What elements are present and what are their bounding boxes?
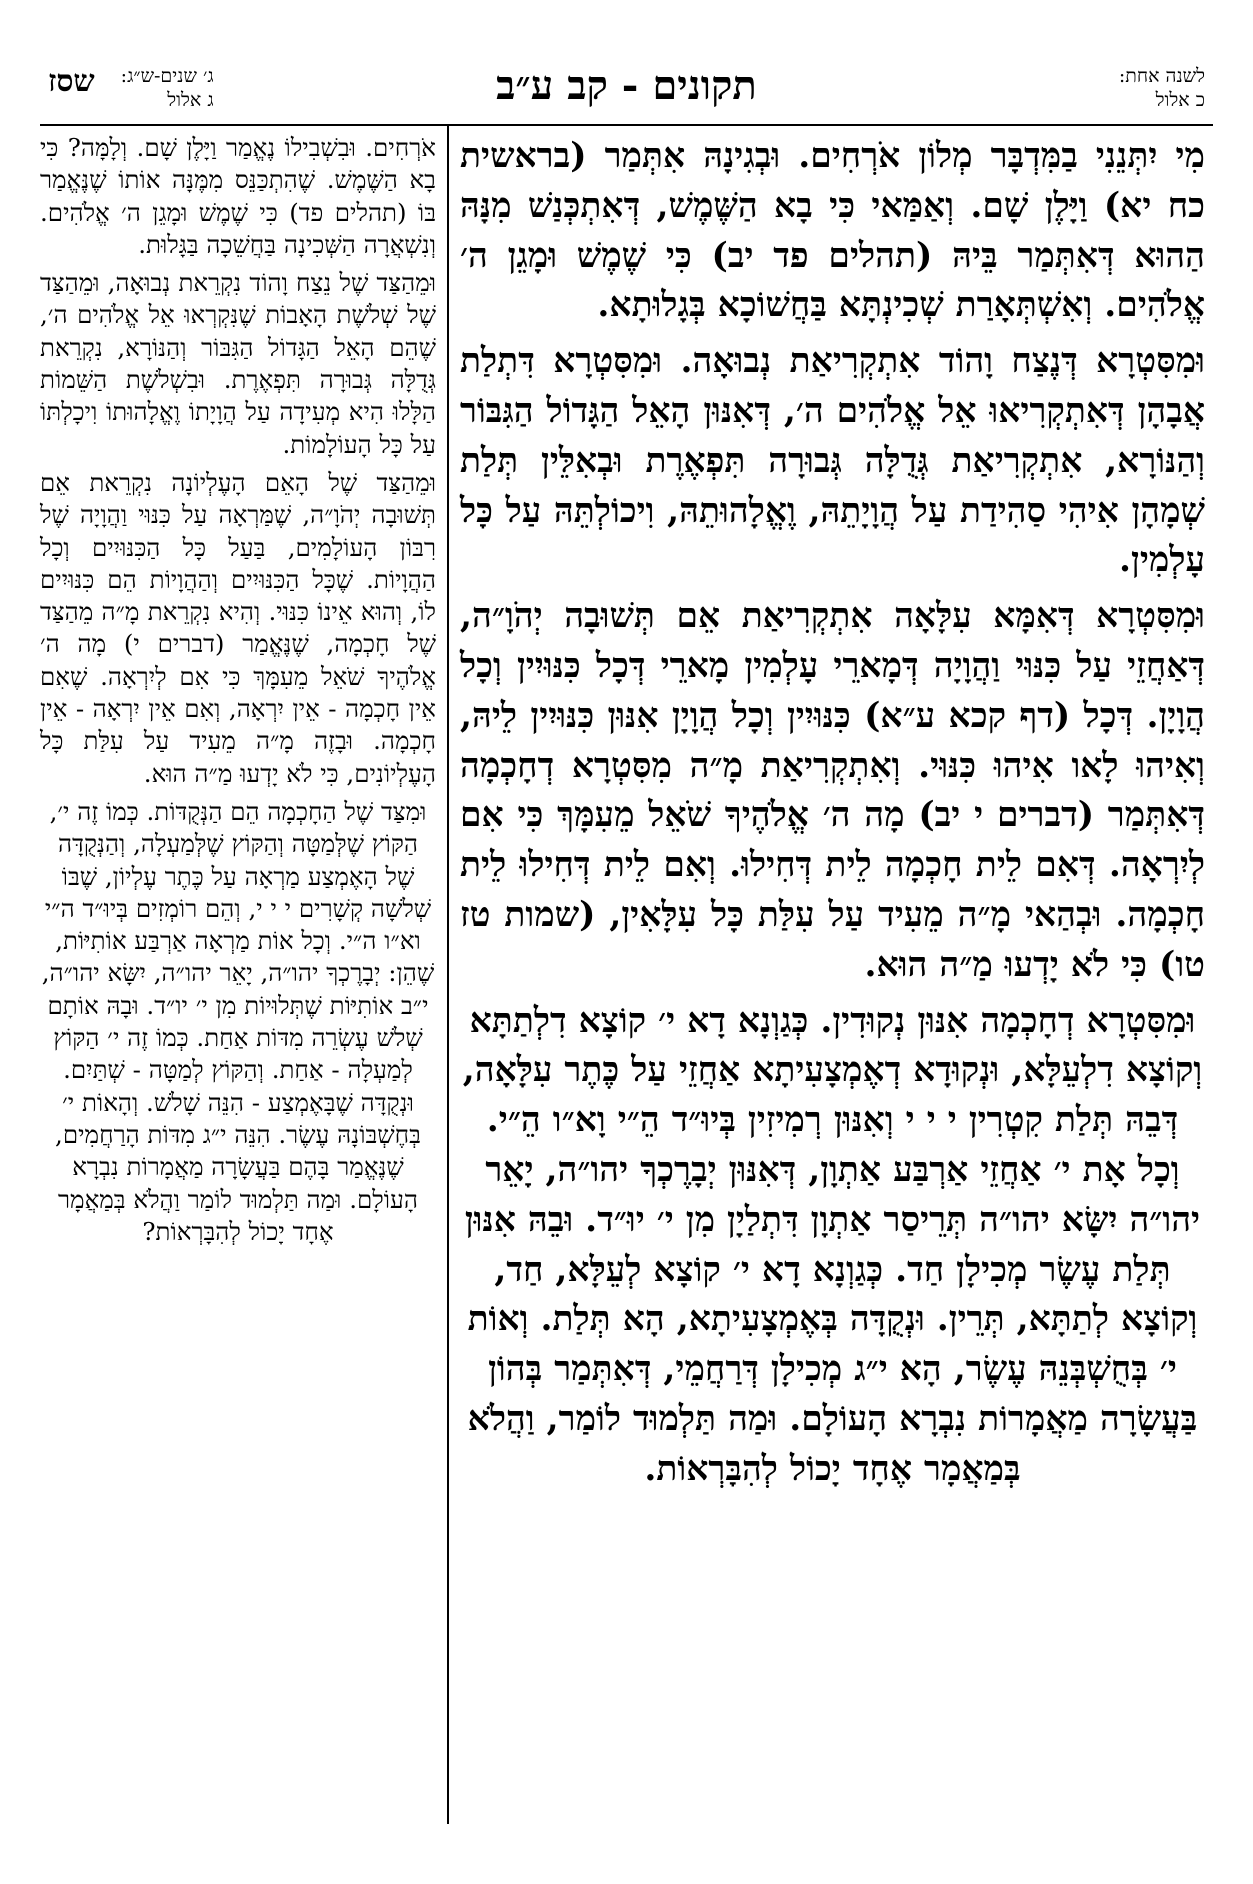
page-title: תקונים - קב ע״ב	[496, 62, 757, 109]
schedule-label: לשנה אחת:	[1118, 65, 1205, 87]
main-text-column	[460, 132, 1205, 1501]
page-header	[40, 60, 1213, 124]
translation-paragraph: וּמֵהַצַּד שֶׁל נֵצַח וָהוֹד נִקְרֵאת נְבוּאָה, וּמֵהַצַּד שֶׁל שְׁלֹשֶׁת הָאָבוֹת שֶׁנִּקְרְאוּ אֵל אֱלֹהִים ה׳, שֶׁהֵם הָאֵל הַגָּדוֹל הַגִּבּוֹר וְהַנּוֹרָא, נִקְרֵאת גְּדֻלָּה גְּבוּרָה תִּפְאֶרֶת. וּבִשְׁלֹשֶׁת הַשֵּׁמוֹת הַלָּלוּ הִיא מְעִידָה עַל הֲוָיָתוֹ וֶאֱלָהוּתוֹ וִיכָלְתּוֹ עַל כָּל הָעוֹלָמוֹת.	[40, 268, 436, 459]
header-divider	[40, 124, 1213, 126]
main-paragraph: וּמִסִּטְרָא דְּאִמָּא עִלָּאָה אִתְקְרִיאַת אֵם תְּשׁוּבָה יְהֹוָ״ה, דְּאַחֲזֵי עַל כִּנּוּי וַהֲוָיָה דְּמָארֵי עָלְמִין מָארֵי דְּכָל כִּנּוּיִין וְכָל הֲוָיָן. דְּכָל (דף קכא ע״א) כִּנּוּיִין וְכָל הֲוָיָן אִנּוּן כִּנּוּיִין לֵיהּ, וְאִיהוּ לָאו אִיהוּ כִּנּוּי. וְאִתְקְרִיאַת מָ״ה מִסִּטְרָא דְחָכְמָה דְּאִתְּמַר (דברים י יב) מָה ה׳ אֱלֹהֶיךָ שֹׁאֵל מֵעִמָּךְ כִּי אִם לְיִרְאָה. דְּאִם לֵית חָכְמָה לֵית דְּחִילוּ. וְאִם לֵית דְּחִילוּ לֵית חָכְמָה. וּבְהַאי מָ״ה מֵעִיד עַל עִלַּת כָּל עִלָּאִין, (שמות טז טו) כִּי לֹא יָדְעוּ מַ״ה הוּא.	[460, 596, 1205, 985]
translation-paragraph: וּמִצַּד שֶׁל הַחָכְמָה הֵם הַנְּקֻדּוֹת. כְּמוֹ זֶה י׳, הַקּוֹץ שֶׁלְּמַטָּה וְהַקּוֹץ שֶׁלְּמַעְלָה, וְהַנְּקֻדָּה שֶׁל הָאֶמְצַע מַרְאָה עַל כֶּתֶר עֶלְיוֹן, שֶׁבּוֹ שְׁלֹשָׁה קְשָׁרִים י י י, וְהֵם רוֹמְזִים בְּיוּ״ד ה״י וא״ו ה״י. וְכָל אוֹת מַרְאָה אַרְבַּע אוֹתִיּוֹת, שֶׁהֵן: יְבָרֶכְךָ יהו״ה, יָאֵר יהו״ה, יִשָּׂא יהו״ה, י״ב אוֹתִיּוֹת שֶׁתְּלוּיוֹת מִן י׳ יו״ד. וּבָהּ אוֹתָם שְׁלֹשׁ עֶשְׂרֵה מִדּוֹת אַחַת. כְּמוֹ זֶה י׳ הַקּוֹץ לְמַעְלָה - אַחַת. וְהַקּוֹץ לְמַטָּה - שְׁתַּיִם. וּנְקֻדָּה שֶׁבָּאֶמְצַע - הִנֵּה שָׁלֹשׁ. וְהָאוֹת י׳ בְּחֶשְׁבּוֹנָהּ עֶשֶׂר. הִנֵּה י״ג מִדּוֹת הָרַחֲמִים, שֶׁנֶּאֱמַר בָּהֶם בַּעֲשָׂרָה מַאֲמָרוֹת נִבְרָא הָעוֹלָם. וּמַה תַּלְמוּד לוֹמַר וַהֲלֹא בְּמַאֲמָר אֶחָד יָכוֹל לְהִבָּרְאוֹת?	[41, 796, 435, 1246]
study-schedule-three-years	[48, 64, 428, 112]
schedule-label: ג׳ שנים-ש״ג:	[120, 65, 214, 87]
column-divider	[447, 124, 449, 1824]
translation-paragraph: אֹרְחִים. וּבִשְׁבִילוֹ נֶאֱמַר וַיָּלֶן שָׁם. וְלָמָּה? כִּי בָא הַשֶּׁמֶשׁ. שֶׁהִתְכַּנֵּס מִמֶּנָּה אוֹתוֹ שֶׁנֶּאֱמַר בּוֹ (תהלים פד) כִּי שֶׁמֶשׁ וּמָגֵן ה׳ אֱלֹהִים. וְנִשְׁאֲרָה הַשְּׁכִינָה בַּחֲשֵׁכָה בַּגָּלוּת.	[40, 133, 436, 259]
page-number: שסז	[48, 64, 95, 99]
main-paragraph: מִי יִתְּנֵנִי בַמִּדְבָּר מְלוֹן אֹרְחִים. וּבְגִינָהּ אִתְּמַר (בראשית כח יא) וַיָּלֶן שָׁם. וְאַמַּאי כִּי בָא הַשֶּׁמֶשׁ, דְּאִתְכְּנַשׁ מִנָּהּ הַהוּא דְּאִתְּמַר בֵּיהּ (תהלים פד יב) כִּי שֶׁמֶשׁ וּמָגֵן ה׳ אֱלֹהִים. וְאִשְׁתְּאָרַת שְׁכִינְתָּא בַּחֲשׁוֹכָא בְּגָלוּתָא.	[460, 136, 1205, 326]
schedule-date: כ אלול	[1155, 89, 1205, 111]
main-paragraph: וּמִסִּטְרָא דְּנֶצַח וָהוֹד אִתְקְרִיאַת נְבוּאָה. וּמִסִּטְרָא דִּתְלַת אֲבָהָן דְּאִתְקְרִיאוּ אֵל אֱלֹהִים ה׳, דְּאִנּוּן הָאֵל הַגָּדוֹל הַגִּבּוֹר וְהַנּוֹרָא, אִתְקְרִיאַת גְּדֻלָּה גְּבוּרָה תִּפְאֶרֶת וּבְאִלֵּין תְּלַת שְׁמָהָן אִיהִי סַהִידַת עַל הֲוָיָתֵהּ, וֶאֱלָהוּתֵהּ, וִיכוֹלְתֵּהּ עַל כָּל עָלְמִין.	[460, 341, 1205, 581]
main-paragraph: וּמִסִּטְרָא דְחָכְמָה אִנּוּן נְקוּדִין. כְּגַוְנָא דָא י׳ קוֹצָא דִלְתַתָּא וְקוֹצָא דִלְעֵלָּא, וּנְקוּדָא דְאֶמְצָעִיתָא אַחֲזֵי עַל כֶּתֶר עִלָּאָה, דְּבֵהּ תְּלַת קִטְרִין י י י וְאִנּוּן רְמִיזִין בְּיוּ״ד הֵ״י וָא״ו הֵ״י. וְכָל אָת י׳ אַחֲזֵי אַרְבַּע אַתְוָן, דְּאִנּוּן יְבָרֶכְךָ יהו״ה, יָאֵר יהו״ה יִשָּׂא יהו״ה תְּרֵיסַר אַתְוָן דִּתְלַיָן מִן י׳ יוּ״ד. וּבֵהּ אִנּוּן תְּלַת עֶשֶׂר מְכִילָן חַד. כְּגַוְנָא דָא י׳ קוֹצָא לְעֵלָּא, חַד, וְקוֹצָא לְתַתָּא, תְּרֵין. וּנְקֻדָּה בְּאֶמְצָעִיתָא, הָא תְּלַת. וְאוֹת י׳ בְּחֻשְׁבְּנֵהּ עֶשֶׂר, הָא י״ג מְכִילָן דְּרַחֲמֵי, דְּאִתְּמַר בְּהוֹן בַּעֲשָׂרָה מַאֲמָרוֹת נִבְרָא הָעוֹלָם. וּמַה תַּלְמוּד לוֹמַר, וַהֲלֹא בְּמַאֲמָר אֶחָד יָכוֹל לְהִבָּרְאוֹת.	[462, 1000, 1203, 1489]
schedule-date: ג אלול	[167, 89, 214, 111]
translation-column	[40, 132, 436, 1254]
translation-paragraph: וּמֵהַצַּד שֶׁל הָאֵם הָעֶלְיוֹנָה נִקְרֵאת אֵם תְּשׁוּבָה יְהֹוָ״ה, שֶׁמַּרְאָה עַל כִּנּוּי וַהֲוָיָה שֶׁל רִבּוֹן הָעוֹלָמִים, בַּעַל כָּל הַכִּנּוּיִים וְכָל הַהֲוָיוֹת. שֶׁכָּל הַכִּנּוּיִים וְהַהֲוָיוֹת הֵם כִּנּוּיִים לוֹ, וְהוּא אֵינוֹ כִּנּוּי. וְהִיא נִקְרֵאת מָ״ה מֵהַצַּד שֶׁל חָכְמָה, שֶׁנֶּאֱמַר (דברים י) מָה ה׳ אֱלֹהֶיךָ שֹׁאֵל מֵעִמָּךְ כִּי אִם לְיִרְאָה. שֶׁאִם אֵין חָכְמָה - אֵין יִרְאָה, וְאִם אֵין יִרְאָה - אֵין חָכְמָה. וּבָזֶה מָ״ה מֵעִיד עַל עִלַּת כָּל הָעֶלְיוֹנִים, כִּי לֹא יָדְעוּ מַ״ה הוּא.	[40, 467, 436, 788]
